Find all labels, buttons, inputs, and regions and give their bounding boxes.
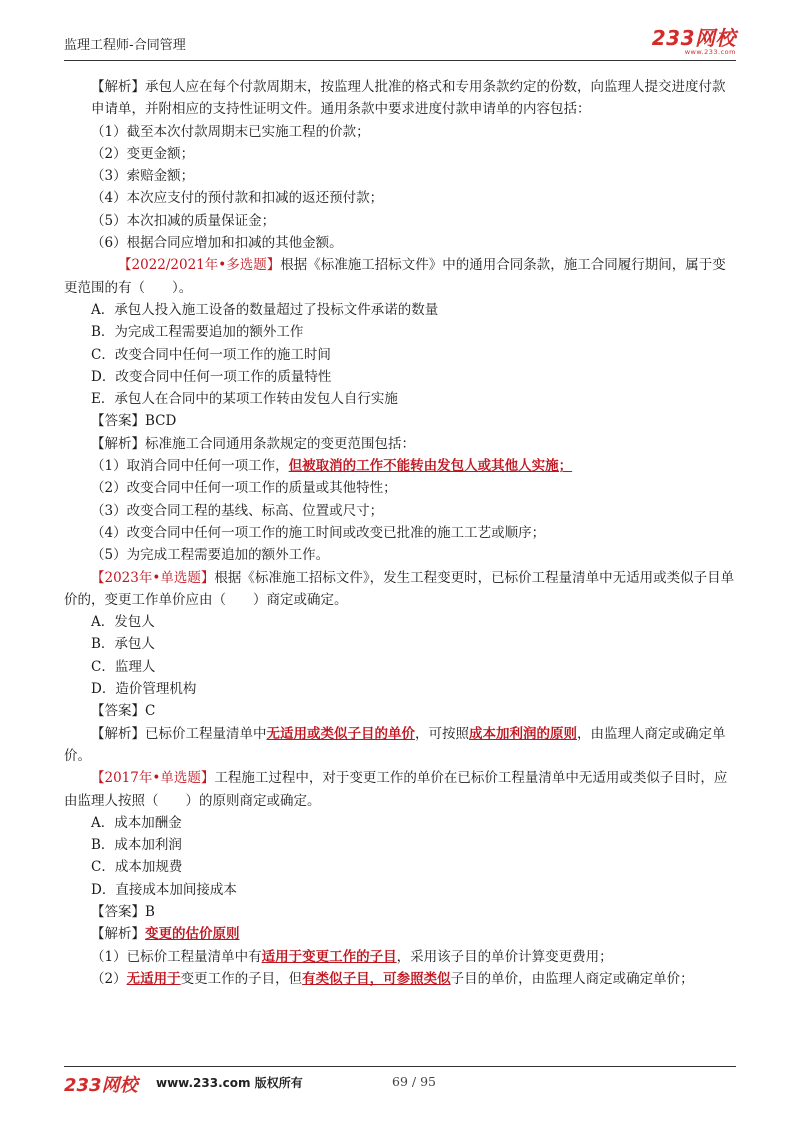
page-number: 69 / 95 xyxy=(392,1074,436,1089)
answer-line: 【答案】BCD xyxy=(91,413,177,430)
list-item: （3）索赔金额； xyxy=(91,168,195,185)
question-stem: 【2023年•单选题】根据《标准施工招标文件》，发生工程变更时，已标价工程量清单中无适用或类似子目单价的，变更工作单价应由（ ）商定或确定。 xyxy=(64,569,735,608)
option-item: D．造价管理机构 xyxy=(91,681,197,698)
list-item: （1）已标价工程量清单中有适用于变更工作的子目，采用该子目的单价计算变更费用； xyxy=(91,948,613,965)
analysis-paragraph: 【解析】已标价工程量清单中无适用或类似子目的单价，可按照成本加利润的原则，由监理人商定或确定单价。 xyxy=(64,725,726,764)
doc-title: 监理工程师-合同管理 xyxy=(64,38,186,53)
list-item: （1）截至本次付款周期末已实施工程的价款； xyxy=(91,123,370,140)
page-footer xyxy=(64,1073,736,1095)
option-item: A．发包人 xyxy=(91,614,155,631)
option-item: C．成本加规费 xyxy=(91,859,183,876)
list-item: （5）为完成工程需要追加的额外工作。 xyxy=(91,547,330,564)
option-item: B．成本加利润 xyxy=(91,837,182,854)
list-item: （6）根据合同应增加和扣减的其他金额。 xyxy=(91,235,343,252)
option-item: B．为完成工程需要追加的额外工作 xyxy=(91,324,304,341)
analysis-paragraph: 【解析】承包人应在每个付款周期末，按监理人批准的格式和专用条款约定的份数，向监理人提交进度付款申请单，并附相应的支持性证明文件。通用条款中要求进度付款申请单的内容包括： xyxy=(91,79,726,118)
answer-line: 【答案】C xyxy=(91,703,156,720)
footer-divider xyxy=(64,1066,736,1067)
answer-line: 【答案】B xyxy=(91,903,155,920)
list-item: （5）本次扣减的质量保证金； xyxy=(91,212,276,229)
option-item: D．直接成本加间接成本 xyxy=(91,881,237,898)
list-item: （2）无适用于变更工作的子目，但有类似子目，可参照类似子目的单价，由监理人商定或确定单价； xyxy=(91,970,694,987)
list-item: （1）取消合同中任何一项工作，但被取消的工作不能转由发包人或其他人实施； xyxy=(91,458,573,475)
document-body xyxy=(64,76,736,990)
option-item: C．监理人 xyxy=(91,658,156,675)
header-divider xyxy=(64,60,736,61)
list-item: （4）本次应支付的预付款和扣减的返还预付款； xyxy=(91,190,384,207)
list-item: （3）改变合同工程的基线、标高、位置或尺寸； xyxy=(91,502,384,519)
list-item: （2）变更金额； xyxy=(91,145,195,162)
list-item: （4）改变合同中任何一项工作的施工时间或改变已批准的施工工艺或顺序； xyxy=(91,524,546,541)
option-item: E．承包人在合同中的某项工作转由发包人自行实施 xyxy=(91,391,398,408)
option-item: B．承包人 xyxy=(91,636,155,653)
option-item: A．成本加酬金 xyxy=(91,814,182,831)
brand-logo: 233网校 www.233.com xyxy=(651,26,736,56)
footer-logo: 233网校 xyxy=(64,1075,138,1096)
question-stem: 【2022/2021年•多选题】根据《标准施工招标文件》中的通用合同条款，施工合同履行期间，属于变更范围的有（ ）。 xyxy=(64,257,726,296)
list-item: （2）改变合同中任何一项工作的质量或其他特性； xyxy=(91,480,397,497)
analysis-paragraph: 【解析】变更的估价原则 xyxy=(91,926,240,943)
option-item: D．改变合同中任何一项工作的质量特性 xyxy=(91,368,332,385)
page-header xyxy=(64,28,736,62)
copyright-text: www.233.com 版权所有 xyxy=(156,1076,303,1090)
analysis-paragraph: 【解析】标准施工合同通用条款规定的变更范围包括： xyxy=(91,435,415,452)
option-item: A．承包人投入施工设备的数量超过了投标文件承诺的数量 xyxy=(91,301,439,318)
question-stem: 【2017年•单选题】工程施工过程中，对于变更工作的单价在已标价工程量清单中无适用或类似子目时，应由监理人按照（ ）的原则商定或确定。 xyxy=(64,770,728,809)
option-item: C．改变合同中任何一项工作的施工时间 xyxy=(91,346,331,363)
